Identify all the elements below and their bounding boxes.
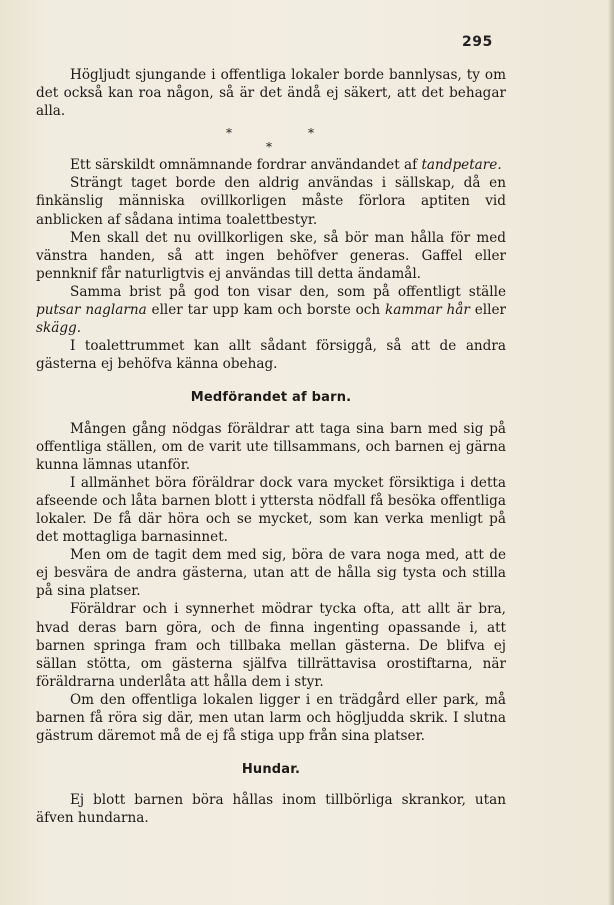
paragraph xyxy=(36,600,506,690)
paragraph xyxy=(36,691,506,745)
paragraph xyxy=(36,66,506,120)
paragraph xyxy=(36,156,506,174)
asterism-separator xyxy=(36,120,506,156)
paragraph xyxy=(36,546,506,600)
section-heading: Medförandet af barn. xyxy=(190,390,352,406)
text-segment: Föräldrar och i synnerhet mödrar tycka ofta, att allt är bra, hvad deras barn göra, och de finna ingenting opassande i, att barnen springa fram och tillbaka mellan gästerna. De blifva ej sällan stötta, om gästerna själfva tillrättavisa orostiftarna, när föräldrarna underlåta att hålla dem i styr. xyxy=(36,601,506,690)
paragraph xyxy=(36,283,506,337)
page-number: 295 xyxy=(462,34,493,50)
page-body-text xyxy=(36,66,506,827)
text-segment: Men skall det nu ovillkorligen ske, så bör man hålla för med vänstra handen, så att ingen behöfver generas. Gaffel eller pennknif får naturligtvis ej användas till detta ändamål. xyxy=(36,229,506,282)
paragraph xyxy=(36,229,506,283)
asterisk: * xyxy=(226,126,232,141)
paragraph xyxy=(36,791,506,827)
text-segment: Samma brist på god ton visar den, som på offentligt ställe xyxy=(70,283,506,300)
asterisk: * xyxy=(308,126,314,141)
text-segment: eller xyxy=(469,302,506,319)
text-segment: I toalettrummet kan allt sådant försiggå, så att de andra gästerna ej behöfva känna obehag. xyxy=(36,338,506,373)
text-segment: eller tar upp kam och borste och xyxy=(146,302,385,319)
text-segment: Högljudt sjungande i offentliga lokaler borde bannlysas, ty om det också kan roa någon, så är det ändå ej säkert, att det behagar alla. xyxy=(36,67,506,120)
page-edge-shadow xyxy=(608,0,614,905)
text-segment: I allmänhet böra föräldrar dock vara mycket försiktiga i detta afseende och låta barnen blott i yttersta nödfall få besöka offentliga lokaler. De få där höra och se mycket, som kan verka menligt på det mottagliga barnasinnet. xyxy=(36,474,506,546)
italic-text: skägg. xyxy=(36,320,82,337)
text-segment: Strängt taget borde den aldrig användas i sällskap, då en finkänslig människa ovillkorligen måste förlora aptiten vid anblicken af sådana intima toalettbestyr. xyxy=(36,175,506,228)
text-segment: Ett särskildt omnämnande fordrar användandet af xyxy=(70,157,422,174)
section-heading: Hundar. xyxy=(241,762,301,778)
italic-text: tandpetare. xyxy=(421,157,502,174)
text-segment: Mången gång nödgas föräldrar att taga sina barn med sig på offentliga ställen, om de varit ute tillsammans, och barnen ej gärna kunna lämnas utanför. xyxy=(36,420,506,473)
italic-text: putsar naglarna xyxy=(36,302,147,319)
paragraph xyxy=(36,420,506,474)
asterisk: * xyxy=(266,140,272,155)
paragraph xyxy=(36,174,506,228)
text-segment: Om den offentliga lokalen ligger i en trädgård eller park, må barnen få röra sig där, men utan larm och högljudda skrik. I slutna gästrum däremot må de ej få stiga upp från sina platser. xyxy=(36,691,506,745)
paragraph xyxy=(36,474,506,546)
paragraph xyxy=(36,337,506,373)
italic-text: kammar hår xyxy=(384,302,470,319)
text-segment: Ej blott barnen böra hållas inom tillbörliga skrankor, utan äfven hundarna. xyxy=(36,792,506,827)
text-segment: Men om de tagit dem med sig, böra de vara noga med, att de ej besvära de andra gästerna, utan att de hålla sig tysta och stilla på sina platser. xyxy=(36,547,506,600)
